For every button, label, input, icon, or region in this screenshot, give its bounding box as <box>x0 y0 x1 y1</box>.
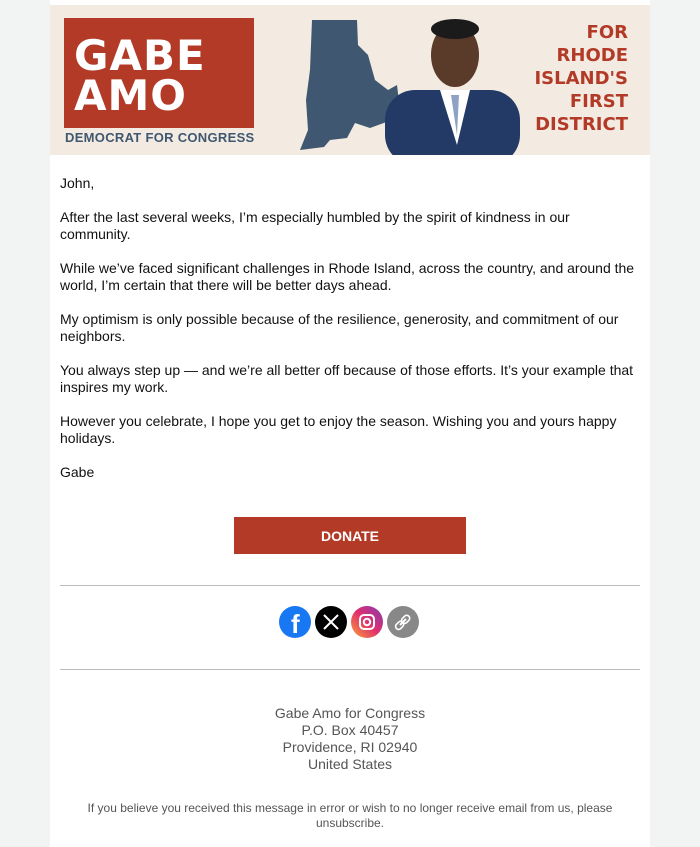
heading-line: FIRST <box>569 91 628 112</box>
tagline: DEMOCRAT FOR CONGRESS <box>65 130 255 145</box>
heading-line: ISLAND'S <box>534 68 628 89</box>
donate-button[interactable]: DONATE <box>234 517 466 554</box>
paragraph: After the last several weeks, I’m especially humbled by the spirit of kindness in our community. <box>60 209 570 242</box>
letter-body <box>60 175 640 498</box>
x-icon[interactable] <box>315 606 347 638</box>
paragraph: While we’ve faced significant challenges in Rhode Island, across the country, and around the world, I’m certain that there will be better days ahead. <box>60 260 635 293</box>
heading-line: RHODE <box>556 45 628 66</box>
email-container <box>50 0 650 847</box>
signoff: Gabe <box>60 464 95 480</box>
link-icon[interactable] <box>387 606 419 638</box>
logo-line: AMO <box>74 71 188 120</box>
instagram-icon[interactable] <box>351 606 383 638</box>
district-heading <box>534 21 628 136</box>
logo <box>64 18 254 128</box>
address-org: Gabe Amo for Congress <box>274 705 426 721</box>
header-banner <box>50 5 650 155</box>
paragraph: You always step up — and we’re all better off because of those efforts. It’s your example that inspires my work. <box>60 362 634 395</box>
heading-line: DISTRICT <box>535 114 628 135</box>
heading-line: FOR <box>586 22 628 43</box>
mailing-address <box>50 705 650 773</box>
paragraph: My optimism is only possible because of the resilience, generosity, and commitment of our neighbors. <box>60 311 619 344</box>
svg-text:f: f <box>291 609 300 638</box>
address-country: United States <box>307 756 393 772</box>
address-box: P.O. Box 40457 <box>301 722 399 738</box>
divider <box>60 585 640 586</box>
divider <box>60 669 640 670</box>
address-city: Providence, RI 02940 <box>282 739 418 755</box>
facebook-icon[interactable] <box>279 606 311 638</box>
social-links <box>279 606 419 638</box>
candidate-photo <box>385 15 525 155</box>
paragraph: However you celebrate, I hope you get to enjoy the season. Wishing you and yours happy holidays. <box>60 413 617 446</box>
greeting: John, <box>60 175 95 191</box>
logo-line: GABE <box>74 31 206 80</box>
unsubscribe-notice[interactable]: If you believe you received this message in error or wish to no longer receive email from us, please unsubscribe. <box>87 801 613 830</box>
